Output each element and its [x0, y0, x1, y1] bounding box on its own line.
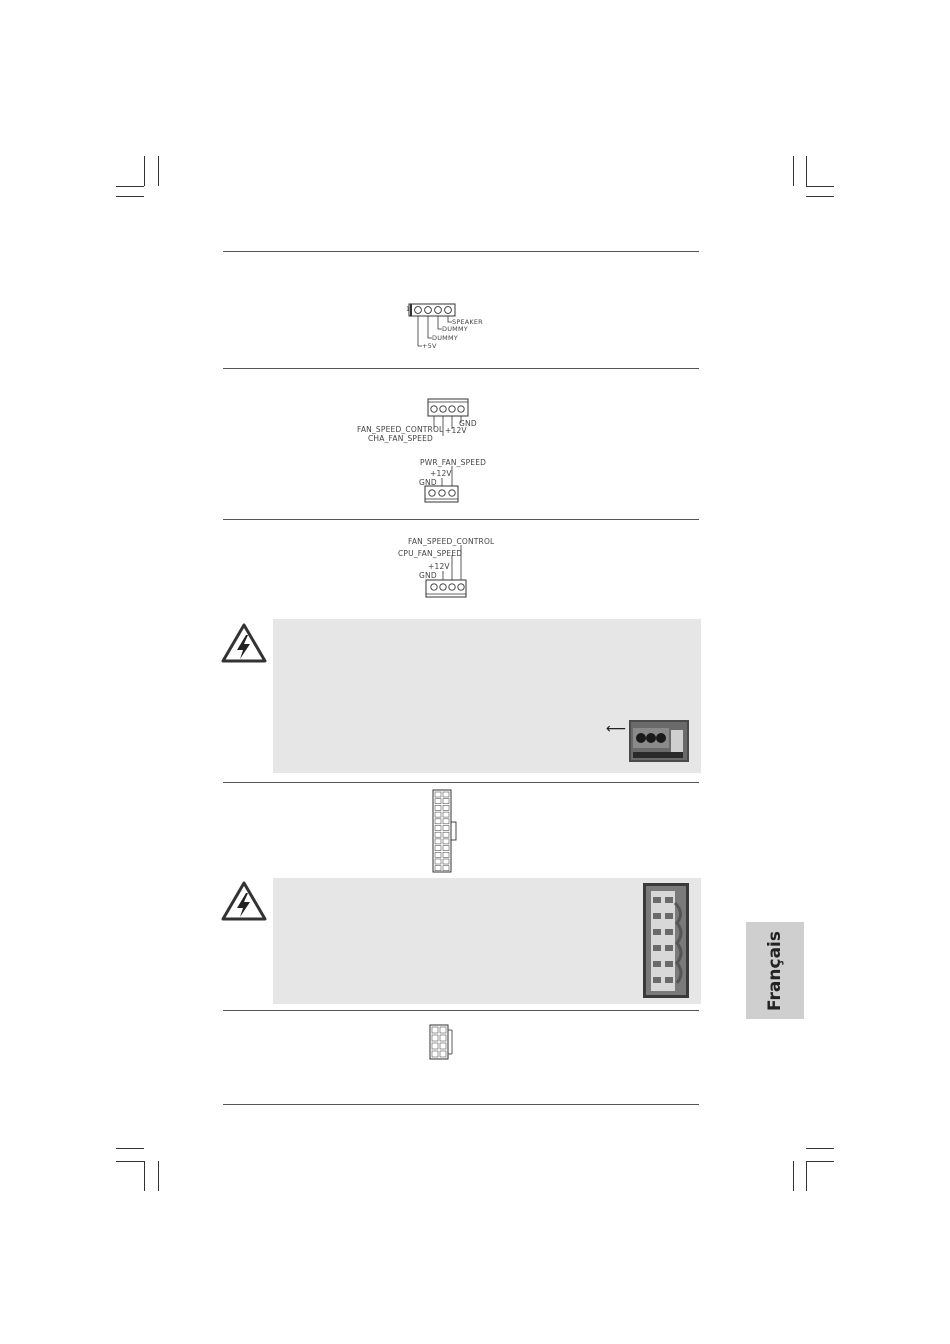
caution-box — [273, 878, 701, 1004]
fan-speed-control-label: FAN_SPEED_CONTROL — [357, 425, 444, 434]
cpu-fan-header-diagram — [420, 545, 472, 601]
section-divider — [223, 368, 699, 369]
gnd-pin-label: GND — [419, 478, 437, 487]
warning-triangle-lightning-icon — [220, 622, 268, 664]
plus12v-pin-label: +12V — [428, 562, 450, 571]
section-divider — [223, 1010, 699, 1011]
dummy-pin-label: DUMMY — [432, 334, 458, 342]
plus5v-pin-label: +5V — [422, 342, 437, 350]
section-divider — [223, 782, 699, 783]
plus12v-pin-label: +12V — [430, 469, 452, 478]
power-fan-header-diagram — [420, 466, 470, 508]
atx-power-connector-diagram — [430, 788, 460, 874]
cpu-fan-speed-label: CPU_FAN_SPEED — [398, 549, 463, 558]
cha-fan-speed-label: CHA_FAN_SPEED — [368, 434, 434, 443]
atx12v-connector-diagram — [426, 1022, 456, 1064]
top-rule — [223, 251, 699, 252]
section-divider — [223, 519, 699, 520]
pwr-fan-speed-label: PWR_FAN_SPEED — [420, 458, 487, 467]
bottom-rule — [223, 1104, 699, 1105]
language-tab-label: Français — [765, 930, 785, 1011]
warning-triangle-lightning-icon — [220, 880, 268, 922]
gnd-pin-label: GND — [459, 419, 477, 428]
left-arrow-icon: ⟵ — [606, 721, 627, 737]
language-side-tab — [746, 922, 804, 1019]
fan-connector-photo — [629, 720, 689, 762]
gnd-pin-label: GND — [419, 571, 437, 580]
power-connector-photo — [643, 883, 689, 998]
dummy-pin-label: DUMMY — [442, 325, 468, 333]
speaker-pin-label: SPEAKER — [452, 318, 483, 326]
fan-speed-control-label: FAN_SPEED_CONTROL — [408, 537, 495, 546]
plus12v-pin-label: +12V — [445, 426, 467, 435]
speaker-pin1-label: 1 — [406, 306, 411, 313]
